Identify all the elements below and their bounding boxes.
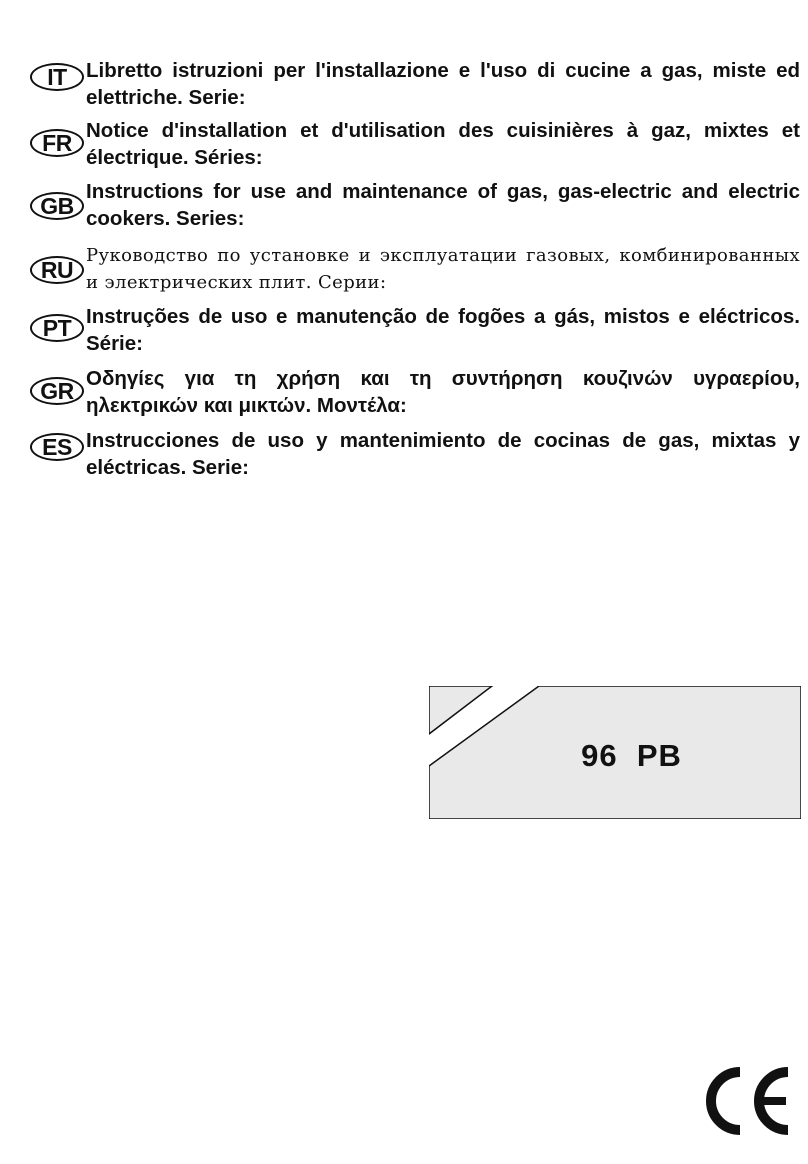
title-it: Libretto istruzioni per l'installazione e l'uso di cucine a gas, miste ed elettriche. Serie: xyxy=(86,59,800,109)
model-name: 96 PB xyxy=(581,738,682,773)
title-gb: Instructions for use and maintenance of gas, gas-electric and electric cookers. Series: xyxy=(86,180,800,230)
entry-gb xyxy=(0,178,808,238)
language-badge-ru: RU xyxy=(30,256,84,284)
title-pt: Instruções de uso e manutenção de fogões a gás, mistos e eléctricos. Série: xyxy=(86,305,800,355)
entry-ru xyxy=(0,242,808,302)
title-gr: Οδηγίες για τη χρήση και τη συντήρηση κουζινών υγραερίου, ηλεκτρικών και μικτών. Μοντέλα: xyxy=(86,367,800,417)
title-es: Instrucciones de uso y mantenimiento de cocinas de gas, mixtas y eléctricas. Serie: xyxy=(86,429,800,479)
entry-fr xyxy=(0,117,808,177)
entry-it xyxy=(0,57,808,117)
entry-pt xyxy=(0,303,808,363)
language-badge-gb: GB xyxy=(30,192,84,220)
language-badge-pt: PT xyxy=(30,314,84,342)
model-box xyxy=(429,686,801,819)
language-badge-fr: FR xyxy=(30,129,84,157)
language-badge-gr: GR xyxy=(30,377,84,405)
language-badge-it: IT xyxy=(30,63,84,91)
entry-gr xyxy=(0,365,808,425)
ce-mark-icon xyxy=(706,1066,796,1136)
title-ru: Руководство по установке и эксплуатации газовых, комбинированных и электрических плит. Серии: xyxy=(86,245,800,293)
language-badge-es: ES xyxy=(30,433,84,461)
entry-es xyxy=(0,427,808,487)
title-fr: Notice d'installation et d'utilisation des cuisinières à gaz, mixtes et électrique. Séries: xyxy=(86,119,800,169)
